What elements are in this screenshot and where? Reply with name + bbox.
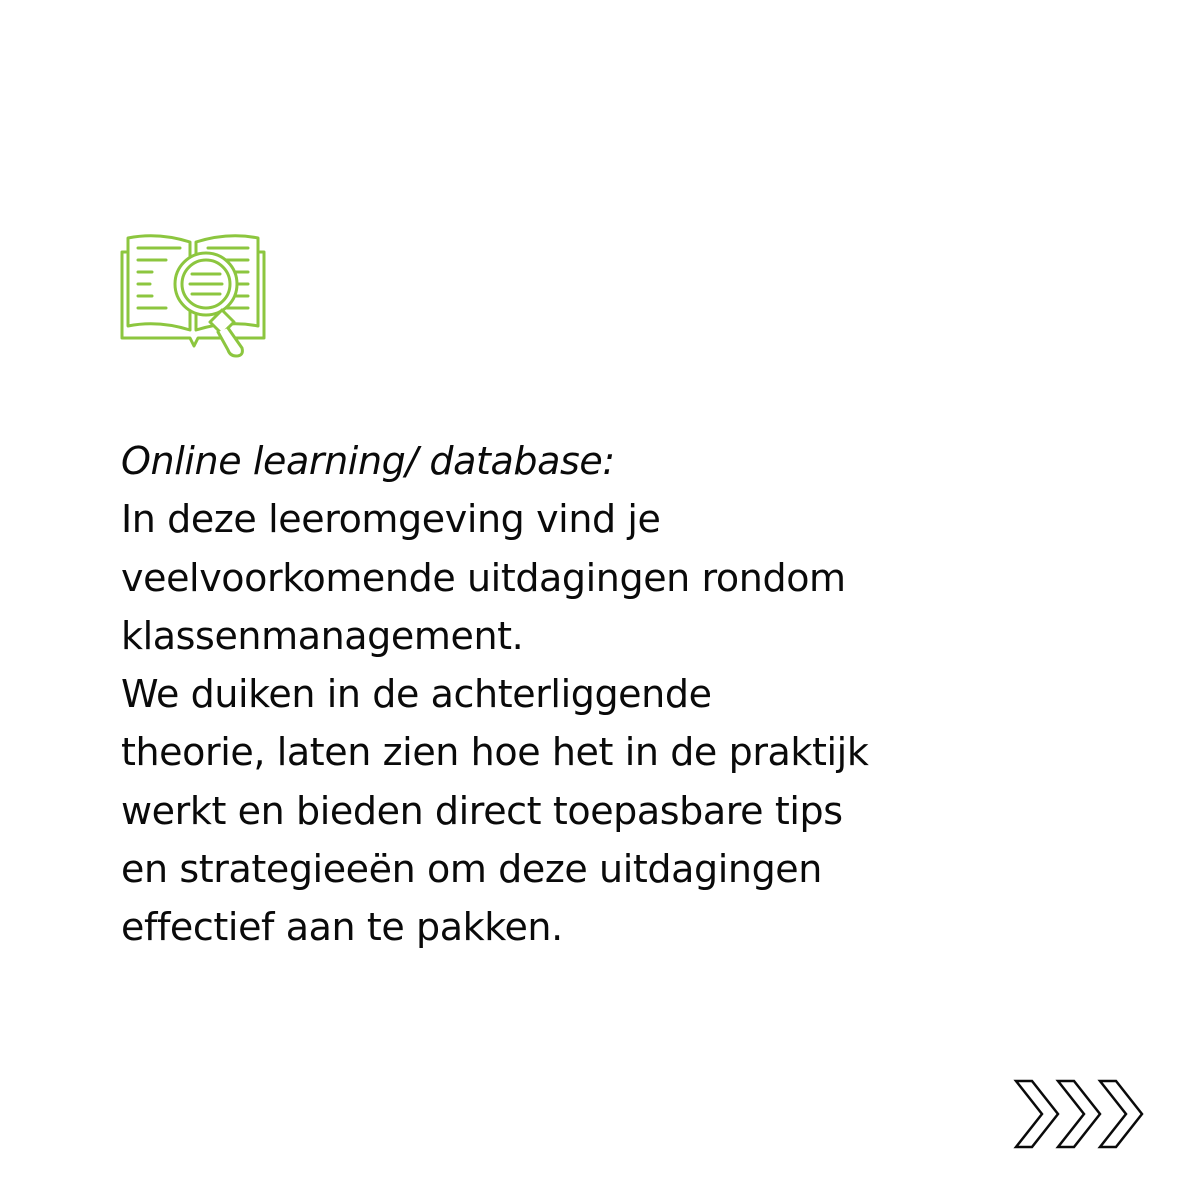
book-magnifier-icon xyxy=(118,230,268,362)
body-line: klassenmanagement. xyxy=(121,613,524,658)
chevron-right-icon xyxy=(1058,1081,1100,1147)
section-heading: Online learning/ database: xyxy=(121,439,615,483)
body-line: veelvoorkomende uitdagingen rondom xyxy=(121,555,846,600)
next-slide-button[interactable] xyxy=(1012,1078,1148,1150)
body-line: theorie, laten zien hoe het in de praktijk xyxy=(121,730,869,775)
body-line: werkt en bieden direct toepasbare tips xyxy=(121,788,843,833)
body-line: We duiken in de achterliggende xyxy=(121,672,712,717)
chevron-right-icon xyxy=(1016,1081,1058,1147)
chevron-right-icon xyxy=(1100,1081,1142,1147)
body-line: en strategieeën om deze uitdagingen xyxy=(121,847,822,892)
body-line: effectief aan te pakken. xyxy=(121,905,563,950)
description-block xyxy=(121,432,1081,957)
body-line: In deze leeromgeving vind je xyxy=(121,497,661,542)
